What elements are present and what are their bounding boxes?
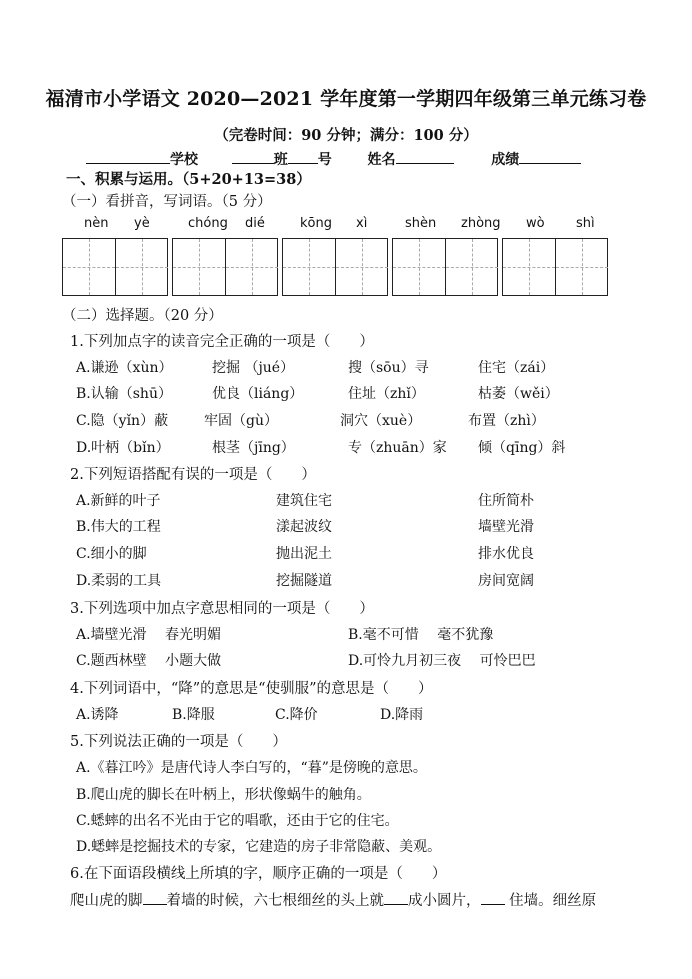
class-blank[interactable] bbox=[232, 149, 274, 164]
q1-d-4: 倾（qīng）斜 bbox=[478, 440, 566, 456]
q1-b-2: 优良（liáng） bbox=[212, 386, 304, 402]
school-blank[interactable] bbox=[86, 149, 170, 164]
q1-a-2: 挖掘 （jué） bbox=[212, 360, 295, 376]
q1-a-3: 搜（sōu）寻 bbox=[348, 360, 429, 376]
score-blank[interactable] bbox=[519, 149, 581, 164]
pinyin-2b: dié bbox=[245, 216, 265, 231]
q6-blank-2[interactable] bbox=[384, 892, 408, 905]
q5-stem: 5.下列说法正确的一项是（ ） bbox=[70, 734, 287, 750]
q6-passage-part-3: 成小圆片， bbox=[408, 893, 481, 909]
q6-passage-part-1: 爬山虎的脚 bbox=[70, 893, 143, 909]
writing-box-5[interactable] bbox=[502, 238, 608, 296]
q2-d-1[interactable]: D.柔弱的工具 bbox=[76, 573, 162, 589]
pinyin-4a: shèn bbox=[405, 216, 437, 231]
q4-option-d[interactable]: D.降雨 bbox=[380, 707, 424, 723]
class-label: 班 bbox=[273, 152, 288, 168]
school-label: 学校 bbox=[170, 152, 198, 168]
q3-option-c[interactable]: C.题西林壁 小题大做 bbox=[76, 653, 222, 669]
pinyin-1b: yè bbox=[134, 216, 150, 231]
pinyin-3a: kōng bbox=[300, 216, 332, 231]
pinyin-1a: nèn bbox=[84, 216, 109, 231]
exam-subtitle: （完卷时间：90 分钟；满分：100 分） bbox=[214, 127, 478, 144]
q5-option-a[interactable]: A.《暮江吟》是唐代诗人李白写的，“暮”是傍晚的意思。 bbox=[76, 760, 427, 776]
pinyin-4b: zhòng bbox=[461, 216, 501, 231]
writing-box-4[interactable] bbox=[392, 238, 498, 296]
q2-d-2: 挖掘隧道 bbox=[276, 573, 332, 589]
q1-b-4: 枯萎（wěi） bbox=[478, 386, 559, 402]
q5-option-b[interactable]: B.爬山虎的脚长在叶柄上，形状像蜗牛的触角。 bbox=[76, 787, 371, 803]
pinyin-5a: wò bbox=[526, 216, 545, 231]
name-blank[interactable] bbox=[396, 149, 454, 164]
q1-c-3: 洞穴（xuè） bbox=[340, 413, 422, 429]
number-blank[interactable] bbox=[288, 149, 318, 164]
number-label: 号 bbox=[317, 152, 332, 168]
q1-b-3: 住址（zhǐ） bbox=[348, 386, 425, 402]
q2-b-1[interactable]: B.伟大的工程 bbox=[76, 519, 161, 535]
q1-a-1[interactable]: A.谦逊（xùn） bbox=[76, 360, 173, 376]
q2-a-1[interactable]: A.新鲜的叶子 bbox=[76, 493, 161, 509]
q2-a-3: 住所简朴 bbox=[478, 493, 534, 509]
exam-title: 福清市小学语文 2020—2021 学年度第一学期四年级第三单元练习卷 bbox=[45, 88, 647, 110]
q2-b-3: 墙壁光滑 bbox=[478, 519, 534, 535]
pinyin-2a: chóng bbox=[188, 216, 228, 231]
q1-stem: 1.下列加点字的读音完全正确的一项是（ ） bbox=[70, 334, 374, 350]
section1-heading: 一、积累与运用。（5+20+13=38） bbox=[66, 171, 311, 188]
q1-c-2: 牢固（gù） bbox=[204, 413, 278, 429]
q2-a-2: 建筑住宅 bbox=[276, 493, 332, 509]
q2-c-1[interactable]: C.细小的脚 bbox=[76, 546, 147, 562]
q1-d-2: 根茎（jīng） bbox=[212, 440, 295, 456]
score-label: 成绩 bbox=[491, 152, 520, 168]
q3-option-a[interactable]: A.墙壁光滑 春光明媚 bbox=[76, 627, 222, 643]
q1-d-1[interactable]: D.叶柄（bǐn） bbox=[76, 440, 170, 456]
q1-b-1[interactable]: B.认输（shū） bbox=[76, 386, 172, 402]
q5-option-c[interactable]: C.蟋蟀的出名不光由于它的唱歌，还由于它的住宅。 bbox=[76, 813, 399, 829]
q1-a-4: 住宅（zái） bbox=[478, 360, 555, 376]
q1-c-1[interactable]: C.隐（yǐn）蔽 bbox=[76, 413, 169, 429]
q6-stem: 6.在下面语段横线上所填的字，顺序正确的一项是（ ） bbox=[70, 866, 447, 882]
q2-d-3: 房间宽阔 bbox=[478, 573, 534, 589]
writing-box-2[interactable] bbox=[172, 238, 278, 296]
student-info-line bbox=[86, 149, 581, 169]
q6-passage bbox=[70, 889, 596, 910]
q6-passage-part-4: 住墙。细丝原 bbox=[504, 893, 597, 909]
part2-heading: （二）选择题。（20 分） bbox=[62, 308, 223, 324]
q6-blank-3[interactable] bbox=[481, 892, 505, 905]
q3-option-b[interactable]: B.毫不可惜 毫不犹豫 bbox=[348, 627, 494, 643]
q2-b-2: 漾起波纹 bbox=[276, 519, 332, 535]
q2-c-3: 排水优良 bbox=[478, 546, 534, 562]
q4-stem: 4.下列词语中，“降”的意思是“使驯服”的意思是（ ） bbox=[70, 681, 433, 697]
q6-passage-part-2: 着墙的时候，六七根细丝的头上就 bbox=[166, 893, 384, 909]
q2-c-2: 抛出泥土 bbox=[276, 546, 332, 562]
q1-d-3: 专（zhuān）家 bbox=[348, 440, 447, 456]
q4-option-c[interactable]: C.降价 bbox=[275, 707, 318, 723]
q4-option-b[interactable]: B.降服 bbox=[172, 707, 215, 723]
pinyin-5b: shì bbox=[576, 216, 595, 231]
name-label: 姓名 bbox=[367, 152, 396, 168]
q6-blank-1[interactable] bbox=[143, 892, 167, 905]
writing-box-3[interactable] bbox=[282, 238, 388, 296]
q4-option-a[interactable]: A.诱降 bbox=[76, 707, 119, 723]
writing-box-1[interactable] bbox=[62, 238, 168, 296]
q2-stem: 2.下列短语搭配有误的一项是（ ） bbox=[70, 467, 316, 483]
pinyin-3b: xì bbox=[356, 216, 368, 231]
q3-option-d[interactable]: D.可怜九月初三夜 可怜巴巴 bbox=[348, 653, 536, 669]
q3-stem: 3.下列选项中加点字意思相同的一项是（ ） bbox=[70, 601, 374, 617]
part1-heading: （一）看拼音，写词语。（5 分） bbox=[62, 194, 272, 210]
q5-option-d[interactable]: D.蟋蟀是挖掘技术的专家，它建造的房子非常隐蔽、美观。 bbox=[76, 839, 442, 855]
q1-c-4: 布置（zhì） bbox=[468, 413, 545, 429]
